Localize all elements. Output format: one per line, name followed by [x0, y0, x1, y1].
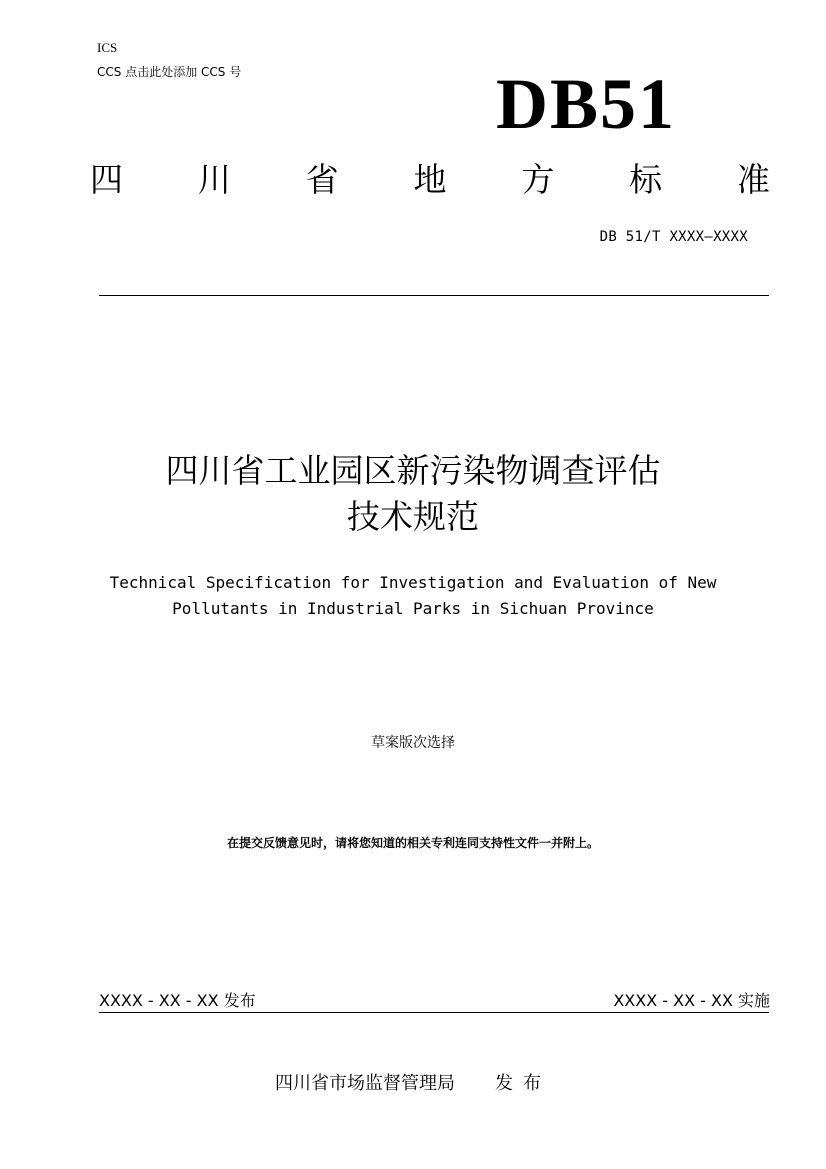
standard-type: [90, 158, 770, 202]
issuer: [0, 1069, 826, 1095]
standard-type-char: 准: [736, 160, 770, 199]
issuer-action: 发布: [495, 1073, 551, 1094]
issuer-name: 四川省市场监督管理局: [275, 1073, 455, 1094]
issue-date: XXXX - XX - XX 发布: [99, 991, 256, 1010]
title-english: [0, 570, 826, 622]
standard-type-char: 方: [521, 160, 555, 199]
standard-type-char: 标: [629, 160, 663, 199]
implementation-date: XXXX - XX - XX 实施: [613, 991, 770, 1010]
ics-label: ICS: [97, 40, 118, 55]
title-english-line1: Technical Specification for Investigation and Evaluation of New: [109, 573, 717, 592]
top-divider: [99, 295, 769, 296]
standard-number: DB 51/T XXXX—XXXX: [599, 229, 748, 245]
title-english-line2: Pollutants in Industrial Parks in Sichuan Province: [172, 599, 654, 618]
title-chinese-line1: 四川省工业园区新污染物调查评估: [165, 451, 661, 490]
title-chinese: [0, 448, 826, 540]
bottom-divider: [99, 1012, 769, 1013]
standard-type-char: 四: [90, 160, 123, 199]
standard-type-char: 省: [305, 160, 339, 199]
db-code: DB51: [496, 64, 677, 144]
standard-type-char: 川: [197, 160, 231, 199]
standard-type-char: 地: [413, 160, 447, 199]
draft-version-selector[interactable]: 草案版次选择: [371, 735, 455, 751]
title-chinese-line2: 技术规范: [347, 497, 479, 536]
ccs-label[interactable]: CCS 点击此处添加 CCS 号: [97, 65, 242, 79]
patent-notice: 在提交反馈意见时，请将您知道的相关专利连同支持性文件一并附上。: [226, 836, 599, 850]
